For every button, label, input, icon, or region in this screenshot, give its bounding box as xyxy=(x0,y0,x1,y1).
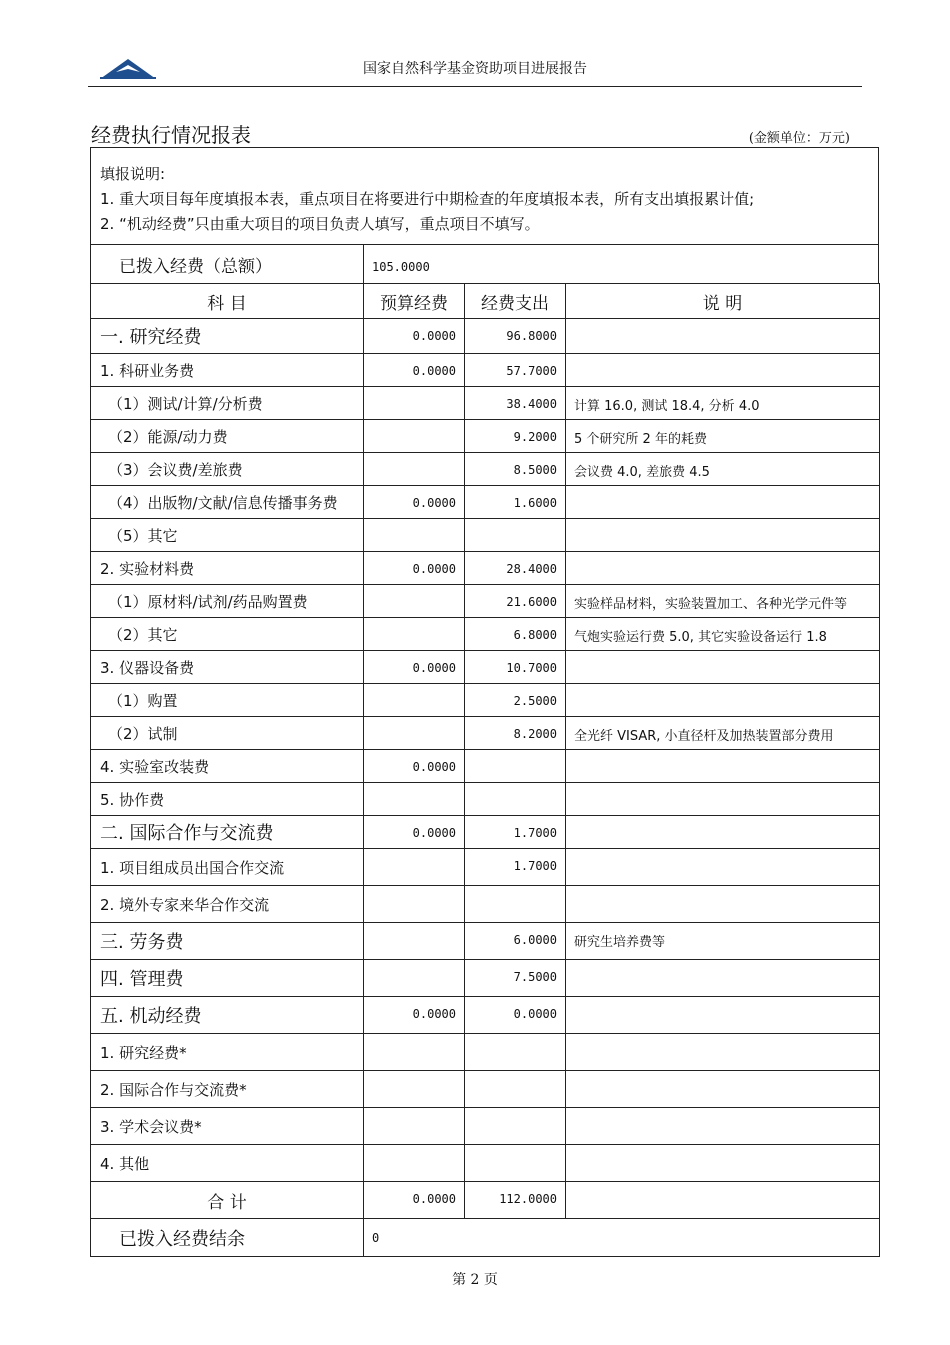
budget-cell: 0.0000 xyxy=(364,997,465,1034)
spent-cell: 1.7000 xyxy=(465,849,566,886)
item-cell: 4. 其他 xyxy=(91,1145,364,1182)
spent-cell xyxy=(465,886,566,923)
note-cell xyxy=(566,651,880,684)
table-row xyxy=(91,783,880,816)
table-row xyxy=(91,552,880,585)
item-cell: 3. 学术会议费* xyxy=(91,1108,364,1145)
note-cell xyxy=(566,1034,880,1071)
table-row xyxy=(91,486,880,519)
table-row xyxy=(91,684,880,717)
note-cell: 5 个研究所 2 年的耗费 xyxy=(566,420,880,453)
budget-cell xyxy=(364,783,465,816)
table-header-row xyxy=(91,284,880,319)
table-row xyxy=(91,1034,880,1071)
table-row xyxy=(91,1145,880,1182)
spent-cell: 38.4000 xyxy=(465,387,566,420)
instructions-block xyxy=(91,148,878,245)
item-cell: 四. 管理费 xyxy=(91,960,364,997)
spent-cell: 21.6000 xyxy=(465,585,566,618)
total-row xyxy=(91,1182,880,1219)
instructions-heading: 填报说明: xyxy=(100,165,166,183)
note-cell xyxy=(566,1071,880,1108)
table-row xyxy=(91,519,880,552)
note-cell xyxy=(566,750,880,783)
spent-cell xyxy=(465,519,566,552)
note-cell: 研究生培养费等 xyxy=(566,923,880,960)
budget-cell: 0.0000 xyxy=(364,750,465,783)
page-number: 第 2 页 xyxy=(452,1272,498,1288)
item-cell: 1. 科研业务费 xyxy=(91,354,364,387)
instruction-line: 1. 重大项目每年度填报本表，重点项目在将要进行中期检查的年度填报本表，所有支出填报累计值; xyxy=(100,190,755,208)
budget-cell: 0.0000 xyxy=(364,552,465,585)
note-cell: 会议费 4.0, 差旅费 4.5 xyxy=(566,453,880,486)
budget-cell xyxy=(364,519,465,552)
budget-cell: 0.0000 xyxy=(364,319,465,354)
table-row xyxy=(91,618,880,651)
spent-cell xyxy=(465,1108,566,1145)
item-cell: （4）出版物/文献/信息传播事务费 xyxy=(91,486,364,519)
table-row xyxy=(91,319,880,354)
item-cell: 三. 劳务费 xyxy=(91,923,364,960)
item-cell: （5）其它 xyxy=(91,519,364,552)
budget-cell xyxy=(364,1145,465,1182)
spent-cell: 7.5000 xyxy=(465,960,566,997)
item-cell: （2）其它 xyxy=(91,618,364,651)
budget-cell xyxy=(364,1034,465,1071)
note-cell xyxy=(566,783,880,816)
spent-cell: 28.4000 xyxy=(465,552,566,585)
note-cell: 气炮实验运行费 5.0, 其它实验设备运行 1.8 xyxy=(566,618,880,651)
note-cell xyxy=(566,486,880,519)
note-cell xyxy=(566,354,880,387)
table-row xyxy=(91,997,880,1034)
budget-cell xyxy=(364,886,465,923)
spent-cell: 0.0000 xyxy=(465,997,566,1034)
budget-cell xyxy=(364,387,465,420)
note-cell xyxy=(566,1145,880,1182)
budget-cell xyxy=(364,960,465,997)
item-cell: 1. 研究经费* xyxy=(91,1034,364,1071)
item-cell: 二. 国际合作与交流费 xyxy=(91,816,364,849)
table-row xyxy=(91,1071,880,1108)
spent-cell xyxy=(465,783,566,816)
budget-cell: 0.0000 xyxy=(364,486,465,519)
note-cell xyxy=(566,997,880,1034)
item-cell: 一. 研究经费 xyxy=(91,319,364,354)
surplus-label: 已拨入经费结余 xyxy=(91,1219,364,1257)
item-cell: 五. 机动经费 xyxy=(91,997,364,1034)
budget-cell xyxy=(364,453,465,486)
spent-cell: 57.7000 xyxy=(465,354,566,387)
header-divider xyxy=(88,86,862,87)
note-cell xyxy=(566,319,880,354)
item-cell: 2. 国际合作与交流费* xyxy=(91,1071,364,1108)
item-cell: （2）能源/动力费 xyxy=(91,420,364,453)
spent-cell: 10.7000 xyxy=(465,651,566,684)
column-header-budget: 预算经费 xyxy=(364,284,465,319)
spent-cell xyxy=(465,1034,566,1071)
form-title: 经费执行情况报表 xyxy=(91,123,251,147)
expense-table xyxy=(90,283,880,1257)
note-cell xyxy=(566,1108,880,1145)
item-cell: （1）测试/计算/分析费 xyxy=(91,387,364,420)
budget-cell: 0.0000 xyxy=(364,354,465,387)
note-cell xyxy=(566,519,880,552)
table-row xyxy=(91,750,880,783)
spent-cell xyxy=(465,1071,566,1108)
table-row xyxy=(91,886,880,923)
spent-cell: 96.8000 xyxy=(465,319,566,354)
item-cell: 1. 项目组成员出国合作交流 xyxy=(91,849,364,886)
column-header-spent: 经费支出 xyxy=(465,284,566,319)
allocated-funds-value: 105.0000 xyxy=(372,260,430,274)
total-label: 合 计 xyxy=(91,1182,364,1219)
item-cell: 4. 实验室改装费 xyxy=(91,750,364,783)
budget-cell: 0.0000 xyxy=(364,651,465,684)
note-cell xyxy=(566,816,880,849)
spent-cell: 2.5000 xyxy=(465,684,566,717)
table-row xyxy=(91,849,880,886)
budget-cell xyxy=(364,1108,465,1145)
budget-cell xyxy=(364,684,465,717)
surplus-value: 0 xyxy=(364,1219,880,1257)
total-note xyxy=(566,1182,880,1219)
item-cell: 5. 协作费 xyxy=(91,783,364,816)
table-row xyxy=(91,585,880,618)
total-budget: 0.0000 xyxy=(364,1182,465,1219)
item-cell: （1）购置 xyxy=(91,684,364,717)
allocated-funds-row xyxy=(91,245,878,283)
spent-cell: 1.6000 xyxy=(465,486,566,519)
item-cell: 3. 仪器设备费 xyxy=(91,651,364,684)
budget-cell xyxy=(364,420,465,453)
note-cell xyxy=(566,552,880,585)
surplus-row xyxy=(91,1219,880,1257)
item-cell: 2. 实验材料费 xyxy=(91,552,364,585)
allocated-funds-label: 已拨入经费（总额） xyxy=(91,245,364,283)
spent-cell xyxy=(465,1145,566,1182)
table-row xyxy=(91,651,880,684)
note-cell: 计算 16.0, 测试 18.4, 分析 4.0 xyxy=(566,387,880,420)
budget-cell xyxy=(364,618,465,651)
spent-cell xyxy=(465,750,566,783)
table-row xyxy=(91,387,880,420)
item-cell: （2）试制 xyxy=(91,717,364,750)
table-row xyxy=(91,717,880,750)
table-row xyxy=(91,354,880,387)
spent-cell: 8.5000 xyxy=(465,453,566,486)
column-header-note: 说 明 xyxy=(566,284,880,319)
total-spent: 112.0000 xyxy=(465,1182,566,1219)
spent-cell: 6.0000 xyxy=(465,923,566,960)
table-row xyxy=(91,453,880,486)
budget-cell xyxy=(364,923,465,960)
column-header-item: 科 目 xyxy=(91,284,364,319)
budget-cell xyxy=(364,585,465,618)
item-cell: （3）会议费/差旅费 xyxy=(91,453,364,486)
note-cell: 全光纤 VISAR, 小直径杆及加热装置部分费用 xyxy=(566,717,880,750)
note-cell xyxy=(566,960,880,997)
note-cell xyxy=(566,849,880,886)
table-row xyxy=(91,923,880,960)
spent-cell: 9.2000 xyxy=(465,420,566,453)
budget-cell xyxy=(364,717,465,750)
budget-cell xyxy=(364,1071,465,1108)
spent-cell: 6.8000 xyxy=(465,618,566,651)
note-cell xyxy=(566,684,880,717)
spent-cell: 1.7000 xyxy=(465,816,566,849)
note-cell: 实验样品材料，实验装置加工、各种光学元件等 xyxy=(566,585,880,618)
spent-cell: 8.2000 xyxy=(465,717,566,750)
table-row xyxy=(91,816,880,849)
table-row xyxy=(91,420,880,453)
instruction-line: 2. “机动经费”只由重大项目的项目负责人填写，重点项目不填写。 xyxy=(100,215,540,233)
table-row xyxy=(91,960,880,997)
table-row xyxy=(91,1108,880,1145)
note-cell xyxy=(566,886,880,923)
report-header-title: 国家自然科学基金资助项目进展报告 xyxy=(363,61,587,77)
budget-cell xyxy=(364,849,465,886)
unit-note: (金额单位：万元) xyxy=(748,131,850,146)
item-cell: （1）原材料/试剂/药品购置费 xyxy=(91,585,364,618)
item-cell: 2. 境外专家来华合作交流 xyxy=(91,886,364,923)
budget-cell: 0.0000 xyxy=(364,816,465,849)
instructions-frame xyxy=(90,147,879,284)
